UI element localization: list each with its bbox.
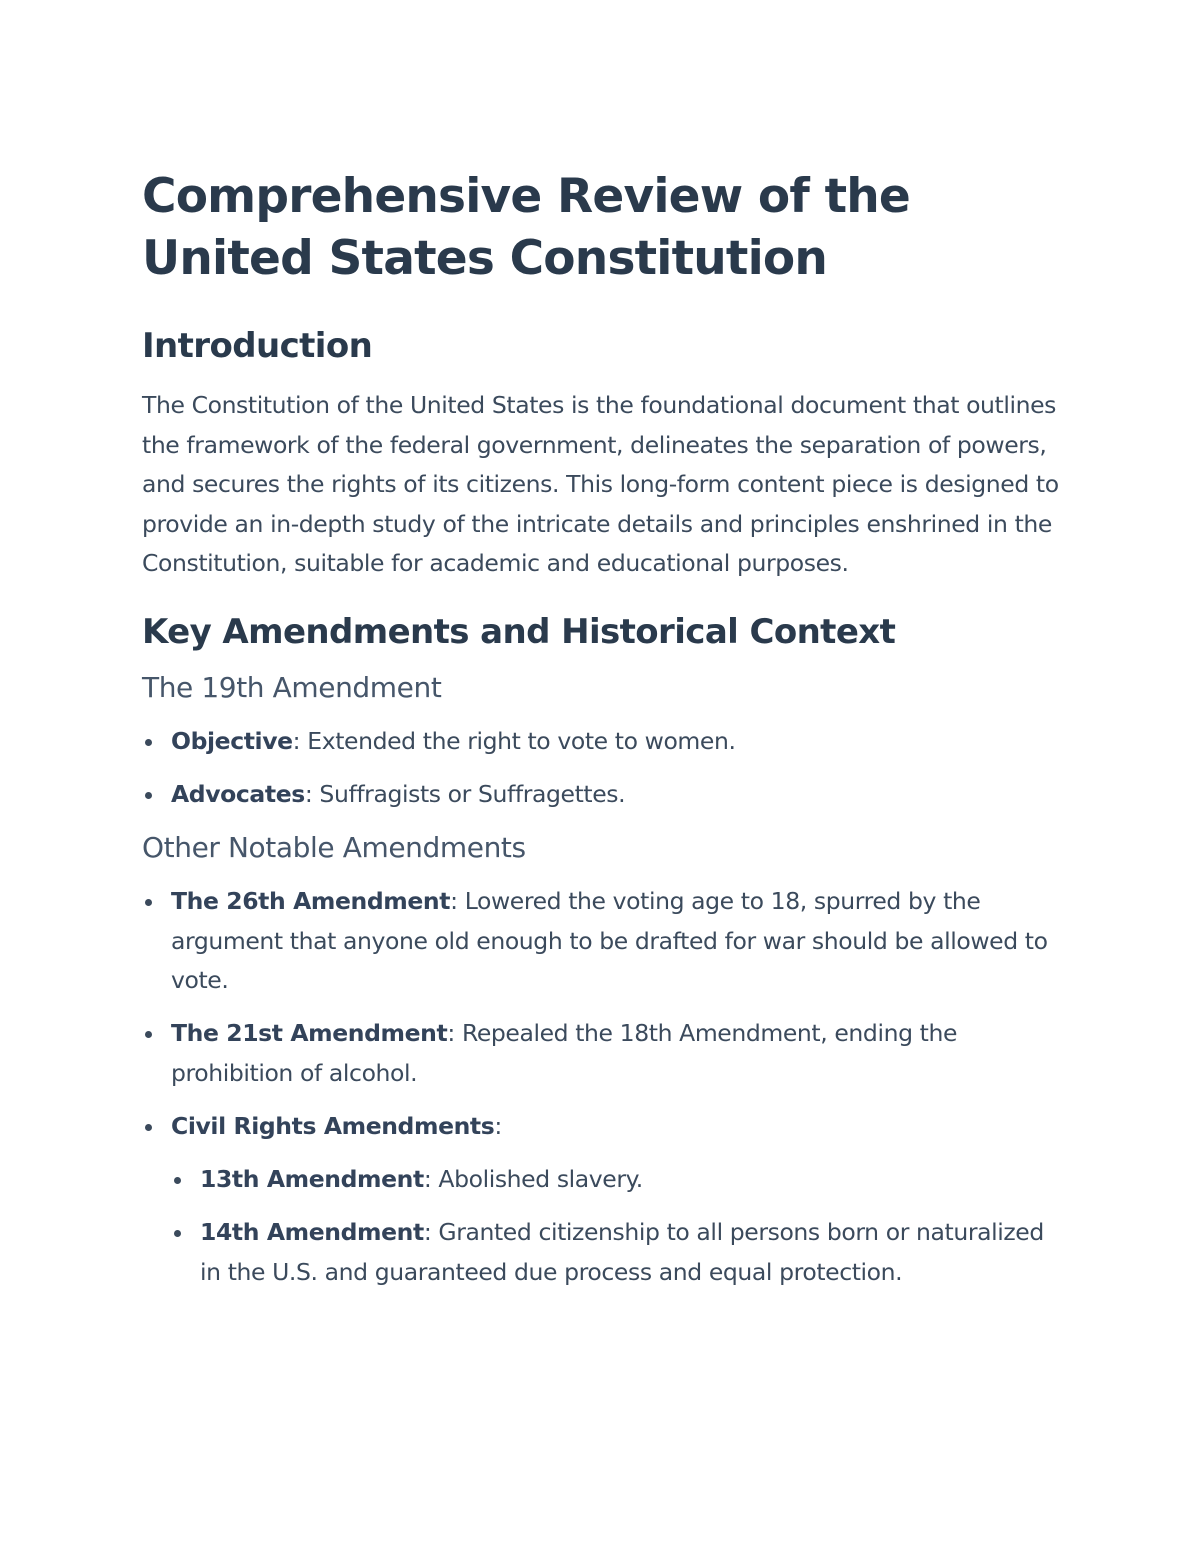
list-item-civil-rights-amendments (142, 1107, 1062, 1292)
list-item-label: Civil Rights Amendments (171, 1112, 495, 1141)
list-item-separator: : (292, 726, 301, 755)
list-item-label: 13th Amendment (200, 1165, 424, 1194)
nineteenth-amendment-list (142, 722, 1062, 815)
list-item-text: Suffragists or Suffragettes. (312, 780, 626, 809)
list-item-advocates (142, 775, 1062, 815)
list-item-text: Extended the right to vote to women. (300, 726, 736, 755)
document-page (142, 166, 1062, 1306)
introduction-paragraph: The Constitution of the United States is the foundational document that outlines the framework of the federal government, delineates the separation of powers, and secures the rights of its citizens. This long-form content piece is designed to provide an in-depth study of the intricate details and principles enshrined in the Constitution, suitable for academic and educational purposes. (142, 391, 1059, 578)
list-item-separator: : (447, 1019, 455, 1048)
list-item-26th-amendment (142, 882, 1062, 1001)
list-item-separator: : (494, 1112, 502, 1141)
civil-rights-sublist (171, 1160, 1062, 1292)
list-item-label: 14th Amendment (200, 1218, 424, 1247)
list-item-label: Objective (171, 726, 293, 755)
list-item-separator: : (423, 1218, 432, 1247)
nineteenth-amendment-heading: The 19th Amendment (142, 670, 442, 704)
list-item-label: The 26th Amendment (171, 887, 451, 916)
introduction-heading: Introduction (142, 326, 373, 366)
other-amendments-list (142, 882, 1062, 1292)
list-item-text: Lowered the voting age to 18, spurred by the argument that anyone old enough to be drafted for war should be allowed to vote. (171, 887, 1048, 995)
document-title: Comprehensive Review of the United States Constitution (142, 169, 910, 286)
other-amendments-heading: Other Notable Amendments (142, 831, 526, 865)
list-item-label: The 21st Amendment (171, 1019, 448, 1048)
list-item-text: Repealed the 18th Amendment, ending the prohibition of alcohol. (171, 1019, 958, 1088)
list-item-21st-amendment (142, 1014, 1062, 1093)
list-item-text: Granted citizenship to all persons born or naturalized in the U.S. and guaranteed due process and equal protection. (200, 1218, 1044, 1286)
list-item-text: Abolished slavery. (431, 1165, 643, 1194)
list-item-13th-amendment (171, 1160, 1062, 1200)
list-item-separator: : (304, 780, 313, 809)
key-amendments-heading: Key Amendments and Historical Context (142, 611, 896, 652)
list-item-14th-amendment (171, 1213, 1062, 1292)
list-item-label: Advocates (171, 780, 305, 809)
list-item-separator: : (450, 887, 458, 916)
list-item-separator: : (423, 1165, 432, 1194)
list-item-objective (142, 722, 1062, 762)
